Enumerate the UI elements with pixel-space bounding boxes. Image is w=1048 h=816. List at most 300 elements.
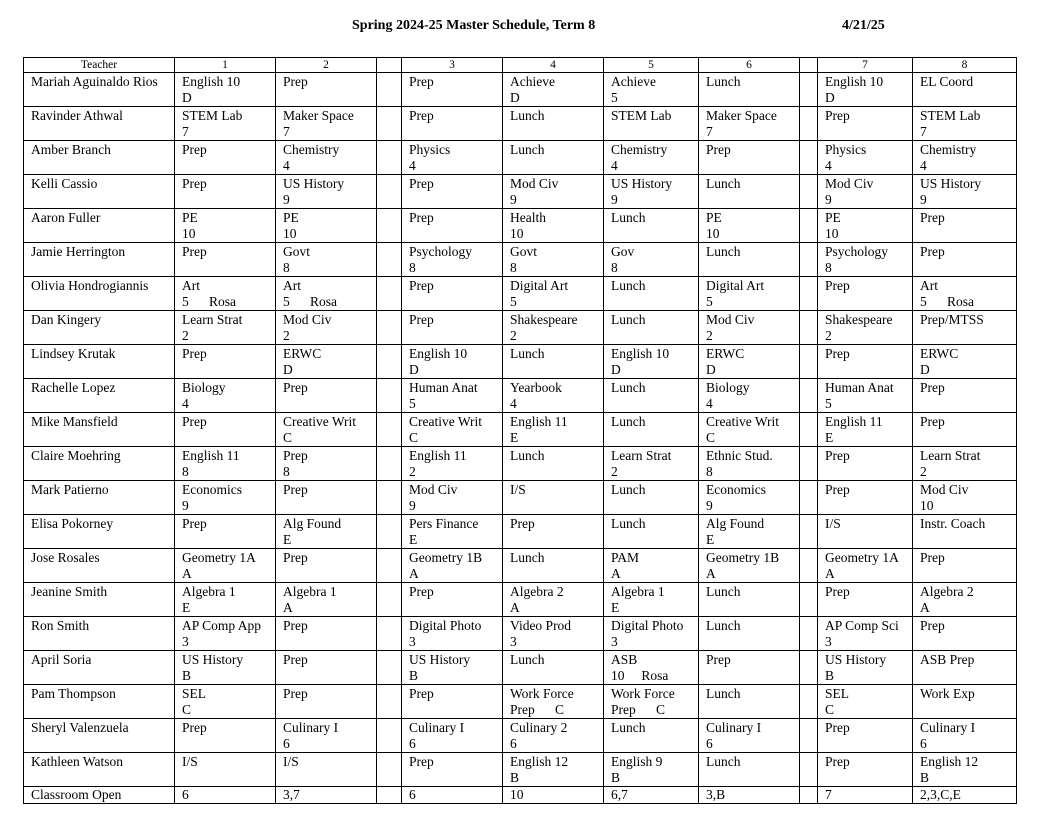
spacer-cell: [800, 277, 818, 311]
schedule-cell: [503, 685, 604, 719]
schedule-cell: [503, 549, 604, 583]
course-name: Prep: [825, 754, 850, 769]
room-code: E: [510, 429, 519, 445]
period-1-header: 1: [175, 58, 276, 73]
room-code: B: [510, 769, 520, 785]
schedule-cell: [913, 651, 1017, 685]
course-name: Alg Found: [706, 516, 765, 531]
course-name: Creative Writ: [409, 414, 483, 429]
course-name: Prep: [409, 754, 434, 769]
course-name: Prep: [283, 550, 308, 565]
room-code: 5 Rosa: [920, 293, 974, 309]
teacher-name: Dan Kingery: [24, 311, 175, 345]
room-code: A: [283, 599, 293, 615]
table-row: [24, 141, 1017, 175]
room-code: 5: [510, 293, 517, 309]
schedule-cell: [175, 73, 276, 107]
table-row: [24, 685, 1017, 719]
spacer-cell: [377, 651, 402, 685]
schedule-cell: [175, 345, 276, 379]
spacer-cell: [377, 515, 402, 549]
schedule-cell: [276, 481, 377, 515]
schedule-cell: [818, 209, 913, 243]
room-code: 6: [920, 735, 927, 751]
schedule-cell: [402, 413, 503, 447]
course-name: Prep: [825, 346, 850, 361]
room-code: 3: [825, 633, 832, 649]
course-name: PE: [706, 210, 722, 225]
course-name: Health: [510, 210, 546, 225]
room-code: 10: [706, 225, 720, 241]
schedule-cell: [175, 311, 276, 345]
spacer-cell: [800, 753, 818, 787]
course-name: Physics: [409, 142, 451, 157]
room-code: D: [409, 361, 419, 377]
schedule-cell: [818, 73, 913, 107]
room-code: 4: [706, 395, 713, 411]
schedule-cell: [503, 617, 604, 651]
course-name: Economics: [706, 482, 766, 497]
course-name: Mod Civ: [510, 176, 559, 191]
course-name: Prep: [920, 210, 945, 225]
course-name: Prep: [283, 618, 308, 633]
room-code: 9: [706, 497, 713, 513]
schedule-cell: [699, 243, 800, 277]
room-code: C: [825, 701, 835, 717]
schedule-cell: [276, 617, 377, 651]
course-name: English 10: [409, 346, 468, 361]
course-name: Lunch: [510, 142, 545, 157]
course-name: Culinary I: [920, 720, 976, 735]
spacer-cell: [377, 73, 402, 107]
schedule-cell: [503, 277, 604, 311]
table-row: [24, 345, 1017, 379]
schedule-cell: [699, 549, 800, 583]
spacer-cell: [377, 719, 402, 753]
schedule-cell: [402, 481, 503, 515]
schedule-cell: [276, 209, 377, 243]
room-code: 4: [182, 395, 189, 411]
spacer-cell: [800, 175, 818, 209]
room-code: 6: [409, 735, 416, 751]
spacer-cell: [800, 651, 818, 685]
teacher-name: Jeanine Smith: [24, 583, 175, 617]
course-name: ERWC: [283, 346, 322, 361]
course-name: I/S: [825, 516, 841, 531]
schedule-cell: [402, 515, 503, 549]
course-name: Lunch: [611, 720, 646, 735]
schedule-cell: [503, 413, 604, 447]
course-name: SEL: [182, 686, 207, 701]
course-name: Lunch: [706, 618, 741, 633]
teacher-name: Sheryl Valenzuela: [24, 719, 175, 753]
course-name: Gov: [611, 244, 635, 259]
schedule-cell: [913, 617, 1017, 651]
schedule-cell: [503, 345, 604, 379]
classroom-open-row: [24, 787, 1017, 804]
teacher-name: Ron Smith: [24, 617, 175, 651]
spacer-cell: [377, 107, 402, 141]
open-room-cell: 10: [503, 787, 604, 804]
course-name: Shakespeare: [510, 312, 578, 327]
schedule-cell: [818, 311, 913, 345]
schedule-cell: [604, 447, 699, 481]
course-name: I/S: [182, 754, 198, 769]
spacer-cell: [800, 413, 818, 447]
schedule-cell: [402, 311, 503, 345]
table-row: [24, 73, 1017, 107]
table-row: [24, 481, 1017, 515]
course-name: Mod Civ: [825, 176, 874, 191]
schedule-cell: [175, 107, 276, 141]
table-row: [24, 753, 1017, 787]
table-row: [24, 515, 1017, 549]
spacer-cell: [377, 481, 402, 515]
course-name: Digital Photo: [611, 618, 684, 633]
room-code: 7: [182, 123, 189, 139]
course-name: Prep: [283, 448, 308, 463]
course-name: Lunch: [611, 414, 646, 429]
course-name: US History: [920, 176, 982, 191]
room-code: B: [920, 769, 930, 785]
schedule-cell: [276, 175, 377, 209]
schedule-cell: [699, 583, 800, 617]
schedule-cell: [604, 515, 699, 549]
teacher-name: Aaron Fuller: [24, 209, 175, 243]
open-room-cell: 6,7: [604, 787, 699, 804]
course-name: Prep/MTSS: [920, 312, 984, 327]
schedule-cell: [402, 345, 503, 379]
header-row: [24, 58, 1017, 73]
course-name: Chemistry: [283, 142, 340, 157]
course-name: Work Force: [611, 686, 675, 701]
schedule-cell: [276, 753, 377, 787]
course-name: Prep: [182, 516, 207, 531]
room-code: 2: [706, 327, 713, 343]
course-name: Algebra 2: [510, 584, 564, 599]
room-code: 9: [611, 191, 618, 207]
course-name: English 10: [611, 346, 670, 361]
schedule-cell: [402, 685, 503, 719]
spacer-cell: [377, 243, 402, 277]
spacer-cell: [800, 209, 818, 243]
course-name: PE: [825, 210, 841, 225]
room-code: C: [706, 429, 716, 445]
schedule-cell: [402, 651, 503, 685]
course-name: Geometry 1A: [182, 550, 256, 565]
course-name: Culinary I: [283, 720, 339, 735]
schedule-cell: [503, 311, 604, 345]
spacer-cell: [800, 243, 818, 277]
course-name: Prep: [182, 414, 207, 429]
course-name: Human Anat: [409, 380, 478, 395]
schedule-cell: [699, 107, 800, 141]
schedule-cell: [818, 413, 913, 447]
spacer-cell: [800, 719, 818, 753]
room-code: 9: [920, 191, 927, 207]
open-room-cell: 6: [175, 787, 276, 804]
room-code: D: [283, 361, 293, 377]
course-name: Digital Art: [706, 278, 765, 293]
room-code: Prep C: [611, 701, 665, 717]
course-name: English 11: [825, 414, 883, 429]
schedule-cell: [402, 209, 503, 243]
schedule-cell: [175, 277, 276, 311]
schedule-cell: [604, 345, 699, 379]
schedule-cell: [503, 243, 604, 277]
room-code: A: [920, 599, 930, 615]
course-name: Geometry 1B: [706, 550, 780, 565]
schedule-cell: [402, 753, 503, 787]
course-name: ERWC: [920, 346, 959, 361]
course-name: I/S: [510, 482, 526, 497]
schedule-cell: [699, 413, 800, 447]
course-name: PE: [283, 210, 299, 225]
schedule-cell: [699, 515, 800, 549]
course-name: Mod Civ: [706, 312, 755, 327]
course-name: Prep: [920, 414, 945, 429]
room-code: 8: [182, 463, 189, 479]
course-name: Lunch: [510, 550, 545, 565]
course-name: Geometry 1B: [409, 550, 483, 565]
teacher-name: Kelli Cassio: [24, 175, 175, 209]
room-code: 2: [182, 327, 189, 343]
schedule-cell: [699, 379, 800, 413]
course-name: Work Exp: [920, 686, 975, 701]
schedule-cell: [913, 685, 1017, 719]
course-name: Instr. Coach: [920, 516, 986, 531]
course-name: Lunch: [611, 210, 646, 225]
table-row: [24, 175, 1017, 209]
master-schedule-table: [23, 57, 1017, 804]
schedule-cell: [604, 277, 699, 311]
room-code: 2: [825, 327, 832, 343]
room-code: D: [510, 89, 520, 105]
teacher-name: Claire Moehring: [24, 447, 175, 481]
course-name: English 9: [611, 754, 663, 769]
course-name: Ethnic Stud.: [706, 448, 773, 463]
schedule-cell: [276, 549, 377, 583]
teacher-name: April Soria: [24, 651, 175, 685]
schedule-cell: [276, 685, 377, 719]
course-name: Digital Art: [510, 278, 569, 293]
course-name: Learn Strat: [920, 448, 981, 463]
spacer-cell: [377, 787, 402, 804]
course-name: Lunch: [611, 380, 646, 395]
teacher-name: Pam Thompson: [24, 685, 175, 719]
schedule-cell: [818, 515, 913, 549]
schedule-cell: [604, 379, 699, 413]
schedule-cell: [604, 311, 699, 345]
room-code: D: [706, 361, 716, 377]
course-name: Prep: [283, 652, 308, 667]
course-name: Prep: [920, 550, 945, 565]
schedule-cell: [503, 753, 604, 787]
schedule-cell: [604, 73, 699, 107]
table-row: [24, 651, 1017, 685]
room-code: 7: [706, 123, 713, 139]
schedule-cell: [276, 311, 377, 345]
course-name: Lunch: [706, 754, 741, 769]
course-name: Mod Civ: [283, 312, 332, 327]
course-name: Prep: [409, 312, 434, 327]
schedule-cell: [604, 243, 699, 277]
teacher-name: Mariah Aguinaldo Rios: [24, 73, 175, 107]
schedule-cell: [604, 583, 699, 617]
course-name: Lunch: [611, 278, 646, 293]
schedule-cell: [913, 243, 1017, 277]
course-name: Psychology: [825, 244, 889, 259]
room-code: 10: [182, 225, 196, 241]
schedule-cell: [402, 617, 503, 651]
course-name: Creative Writ: [283, 414, 357, 429]
spacer-cell: [377, 413, 402, 447]
schedule-cell: [276, 73, 377, 107]
spacer-cell: [377, 175, 402, 209]
room-code: B: [611, 769, 621, 785]
schedule-cell: [913, 515, 1017, 549]
schedule-cell: [818, 753, 913, 787]
spacer-cell: [800, 481, 818, 515]
course-name: US History: [611, 176, 673, 191]
schedule-cell: [818, 141, 913, 175]
room-code: 4: [510, 395, 517, 411]
course-name: US History: [409, 652, 471, 667]
schedule-cell: [818, 583, 913, 617]
room-code: 2: [920, 463, 927, 479]
open-room-cell: 3,7: [276, 787, 377, 804]
course-name: Biology: [182, 380, 226, 395]
period-6-header: 6: [699, 58, 800, 73]
schedule-cell: [402, 379, 503, 413]
schedule-cell: [818, 651, 913, 685]
schedule-cell: [175, 685, 276, 719]
spacer-cell: [377, 753, 402, 787]
teacher-column-header: Teacher: [24, 58, 175, 73]
schedule-cell: [503, 209, 604, 243]
schedule-cell: [913, 719, 1017, 753]
room-code: 2: [283, 327, 290, 343]
schedule-cell: [818, 549, 913, 583]
schedule-cell: [175, 515, 276, 549]
teacher-name: Mike Mansfield: [24, 413, 175, 447]
table-row: [24, 277, 1017, 311]
room-code: 10: [510, 225, 524, 241]
room-code: 9: [409, 497, 416, 513]
schedule-cell: [503, 583, 604, 617]
room-code: 6: [283, 735, 290, 751]
spacer-cell: [800, 447, 818, 481]
schedule-cell: [503, 719, 604, 753]
course-name: US History: [283, 176, 345, 191]
room-code: A: [825, 565, 835, 581]
spacer-cell: [377, 583, 402, 617]
course-name: Culinary I: [706, 720, 762, 735]
room-code: 4: [283, 157, 290, 173]
room-code: 9: [825, 191, 832, 207]
schedule-cell: [175, 209, 276, 243]
course-name: Prep: [825, 108, 850, 123]
course-name: Prep: [182, 244, 207, 259]
course-name: STEM Lab: [611, 108, 672, 123]
spacer-cell: [800, 617, 818, 651]
period-7-header: 7: [818, 58, 913, 73]
schedule-cell: [699, 141, 800, 175]
course-name: Lunch: [611, 482, 646, 497]
schedule-cell: [175, 617, 276, 651]
course-name: Prep: [825, 720, 850, 735]
schedule-cell: [402, 583, 503, 617]
room-code: 2: [409, 463, 416, 479]
teacher-name: Kathleen Watson: [24, 753, 175, 787]
spacer-cell: [377, 617, 402, 651]
room-code: 10: [283, 225, 297, 241]
spacer-cell: [800, 345, 818, 379]
table-row: [24, 413, 1017, 447]
schedule-cell: [276, 515, 377, 549]
room-code: 4: [920, 157, 927, 173]
table-row: [24, 549, 1017, 583]
course-name: AP Comp Sci: [825, 618, 899, 633]
schedule-cell: [699, 277, 800, 311]
spacer-cell: [377, 209, 402, 243]
schedule-cell: [503, 651, 604, 685]
schedule-cell: [913, 73, 1017, 107]
period-5-header: 5: [604, 58, 699, 73]
schedule-body: [24, 73, 1017, 804]
open-room-cell: 2,3,C,E: [913, 787, 1017, 804]
room-code: A: [611, 565, 621, 581]
period-3-header: 3: [402, 58, 503, 73]
course-name: Prep: [920, 244, 945, 259]
teacher-name: Mark Patierno: [24, 481, 175, 515]
course-name: Economics: [182, 482, 242, 497]
course-name: Prep: [409, 686, 434, 701]
open-room-cell: 7: [818, 787, 913, 804]
spacer-cell: [800, 549, 818, 583]
room-code: 8: [283, 259, 290, 275]
course-name: Lunch: [611, 312, 646, 327]
course-name: English 12: [920, 754, 979, 769]
course-name: Yearbook: [510, 380, 562, 395]
room-code: 8: [510, 259, 517, 275]
course-name: Algebra 1: [611, 584, 665, 599]
schedule-cell: [402, 719, 503, 753]
period-2-header: 2: [276, 58, 377, 73]
room-code: 2: [611, 463, 618, 479]
room-code: B: [825, 667, 835, 683]
course-name: Human Anat: [825, 380, 894, 395]
open-room-cell: 6: [402, 787, 503, 804]
course-name: Lunch: [510, 346, 545, 361]
room-code: E: [825, 429, 834, 445]
room-code: 5: [611, 89, 618, 105]
course-name: PE: [182, 210, 198, 225]
schedule-cell: [276, 413, 377, 447]
course-name: Biology: [706, 380, 750, 395]
course-name: Prep: [283, 74, 308, 89]
course-name: Physics: [825, 142, 867, 157]
course-name: EL Coord: [920, 74, 974, 89]
schedule-cell: [913, 345, 1017, 379]
schedule-cell: [276, 583, 377, 617]
schedule-cell: [503, 141, 604, 175]
schedule-cell: [276, 107, 377, 141]
room-code: D: [611, 361, 621, 377]
spacer-cell: [800, 379, 818, 413]
schedule-cell: [913, 141, 1017, 175]
schedule-cell: [699, 73, 800, 107]
